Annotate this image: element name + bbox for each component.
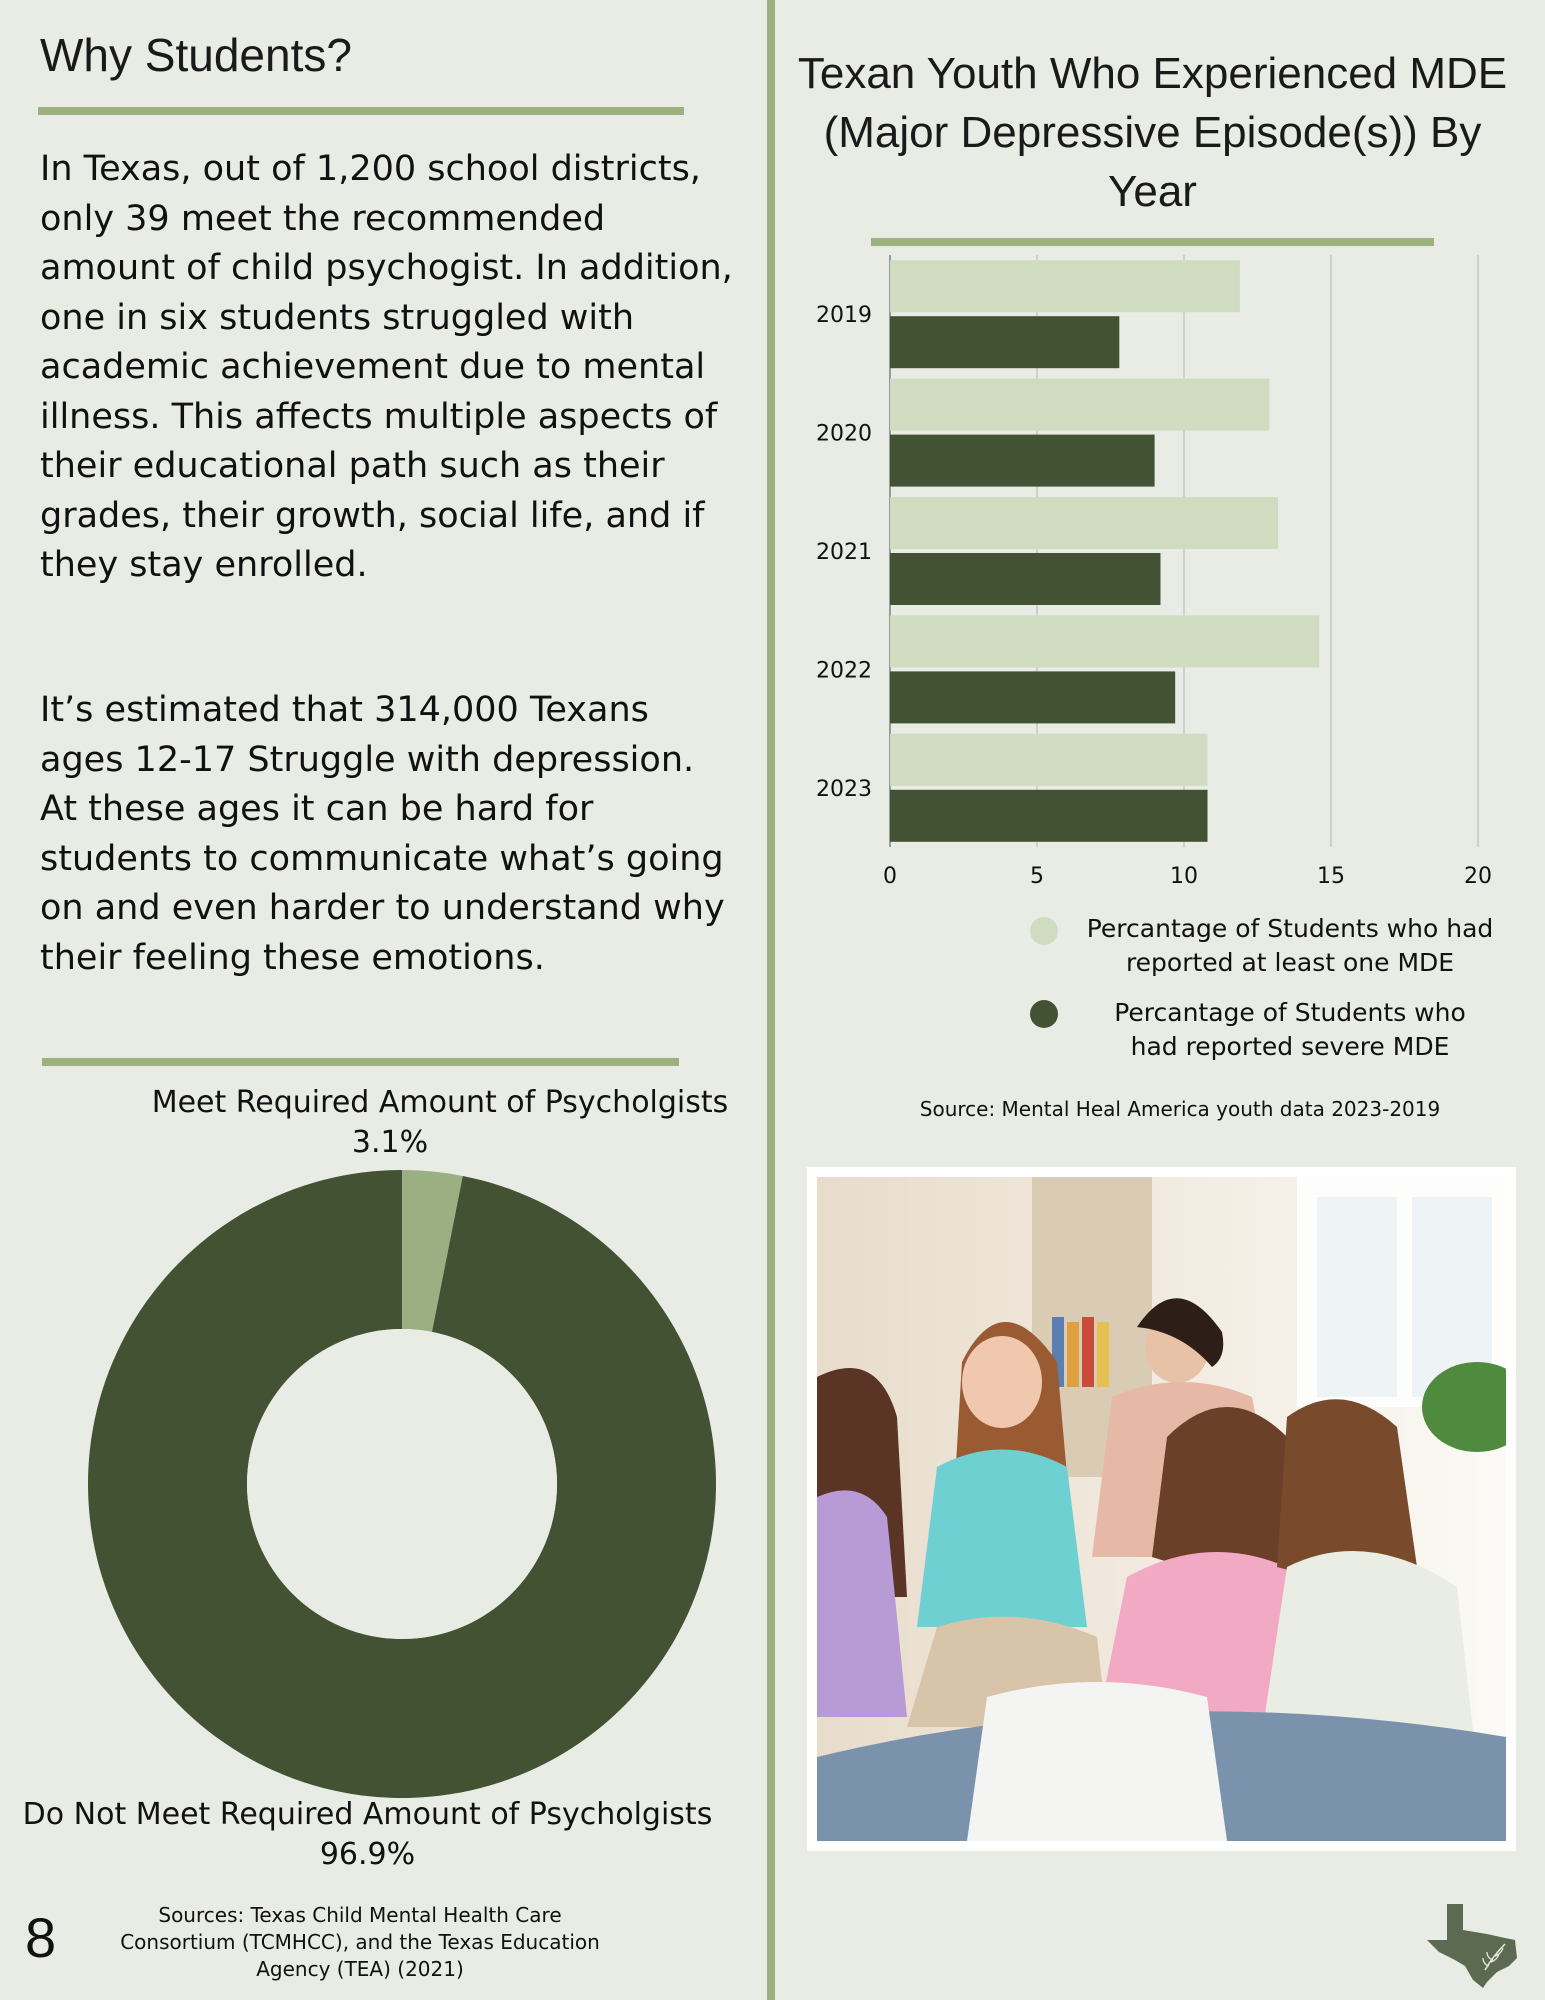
- donut-chart: [82, 1164, 722, 1804]
- pie-label-not-meet-value: 96.9%: [319, 1837, 416, 1872]
- pie-label-meet: [90, 1083, 790, 1163]
- pie-label-not-meet-name: Do Not Meet Required Amount of Psycholgists: [22, 1797, 713, 1832]
- legend-swatch-light: [1030, 917, 1058, 945]
- page-number: 8: [25, 1906, 57, 1969]
- pie-source-text: Sources: Texas Child Mental Health Care Consortium (TCMHCC), and the Texas Education Agency (TEA) (2021): [120, 1903, 600, 1981]
- bar-2022-severe: [890, 671, 1175, 723]
- x-tick-label: 20: [1464, 864, 1492, 889]
- legend-label-severe-mde: Percantage of Students who had reported severe MDE: [1114, 998, 1466, 1061]
- legend-item-any-mde: [1020, 912, 1520, 996]
- intro-paragraph: In Texas, out of 1,200 school districts, only 39 meet the recommended amount of child psychogist. In addition, one in six students struggled with academic achievement due to mental illness. This affects multiple aspects of their educational path such as their grades, their growth, social life, and if they stay enrolled.: [40, 149, 733, 585]
- legend-swatch-dark: [1030, 1000, 1058, 1028]
- column-divider: [767, 0, 775, 2000]
- bar-chart: [790, 255, 1520, 895]
- bar-2019-severe: [890, 316, 1119, 368]
- bar-2022-any: [890, 615, 1319, 667]
- legend-item-severe-mde: [1020, 996, 1520, 1080]
- x-tick-label: 0: [883, 864, 897, 889]
- bar-source-text: Source: Mental Heal America youth data 2023-2019: [919, 1097, 1441, 1121]
- donut-hole: [247, 1329, 557, 1639]
- x-tick-label: 15: [1317, 864, 1345, 889]
- bar-2023-any: [890, 734, 1208, 786]
- bar-2020-severe: [890, 435, 1155, 487]
- x-tick-label: 5: [1030, 864, 1044, 889]
- students-group-photo: [817, 1177, 1506, 1841]
- section-title: Why Students?: [40, 29, 352, 81]
- pie-label-meet-value: 3.1%: [351, 1125, 429, 1160]
- bar-chart-title: Texan Youth Who Experienced MDE (Major Depressive Episode(s)) By Year: [797, 49, 1508, 216]
- bar-legend: [1020, 912, 1520, 1080]
- bar-2021-any: [890, 497, 1278, 549]
- pie-label-meet-name: Meet Required Amount of Psycholgists: [151, 1085, 729, 1120]
- legend-label-any-mde: Percantage of Students who had reported at least one MDE: [1086, 914, 1494, 977]
- depression-paragraph: It’s estimated that 314,000 Texans ages 12-17 Struggle with depression. At these ages it can be hard for students to communicate what’s going on and even harder to understand why their feeling these emotions.: [40, 690, 725, 978]
- chart-title-rule: [871, 238, 1434, 246]
- x-tick-label: 10: [1170, 864, 1198, 889]
- y-category-label: 2022: [816, 658, 872, 684]
- bar-2020-any: [890, 379, 1269, 431]
- pie-rule: [42, 1058, 679, 1066]
- bar-2019-any: [890, 260, 1240, 312]
- y-category-label: 2019: [816, 303, 872, 329]
- y-category-label: 2020: [816, 421, 872, 447]
- photo-frame: [807, 1167, 1516, 1851]
- bar-2021-severe: [890, 553, 1160, 605]
- title-rule: [38, 107, 684, 115]
- bar-2023-severe: [890, 790, 1208, 842]
- pie-label-not-meet: [0, 1795, 735, 1875]
- y-category-label: 2021: [816, 540, 872, 565]
- y-category-label: 2023: [816, 776, 872, 802]
- texas-map-icon: [1425, 1900, 1525, 1990]
